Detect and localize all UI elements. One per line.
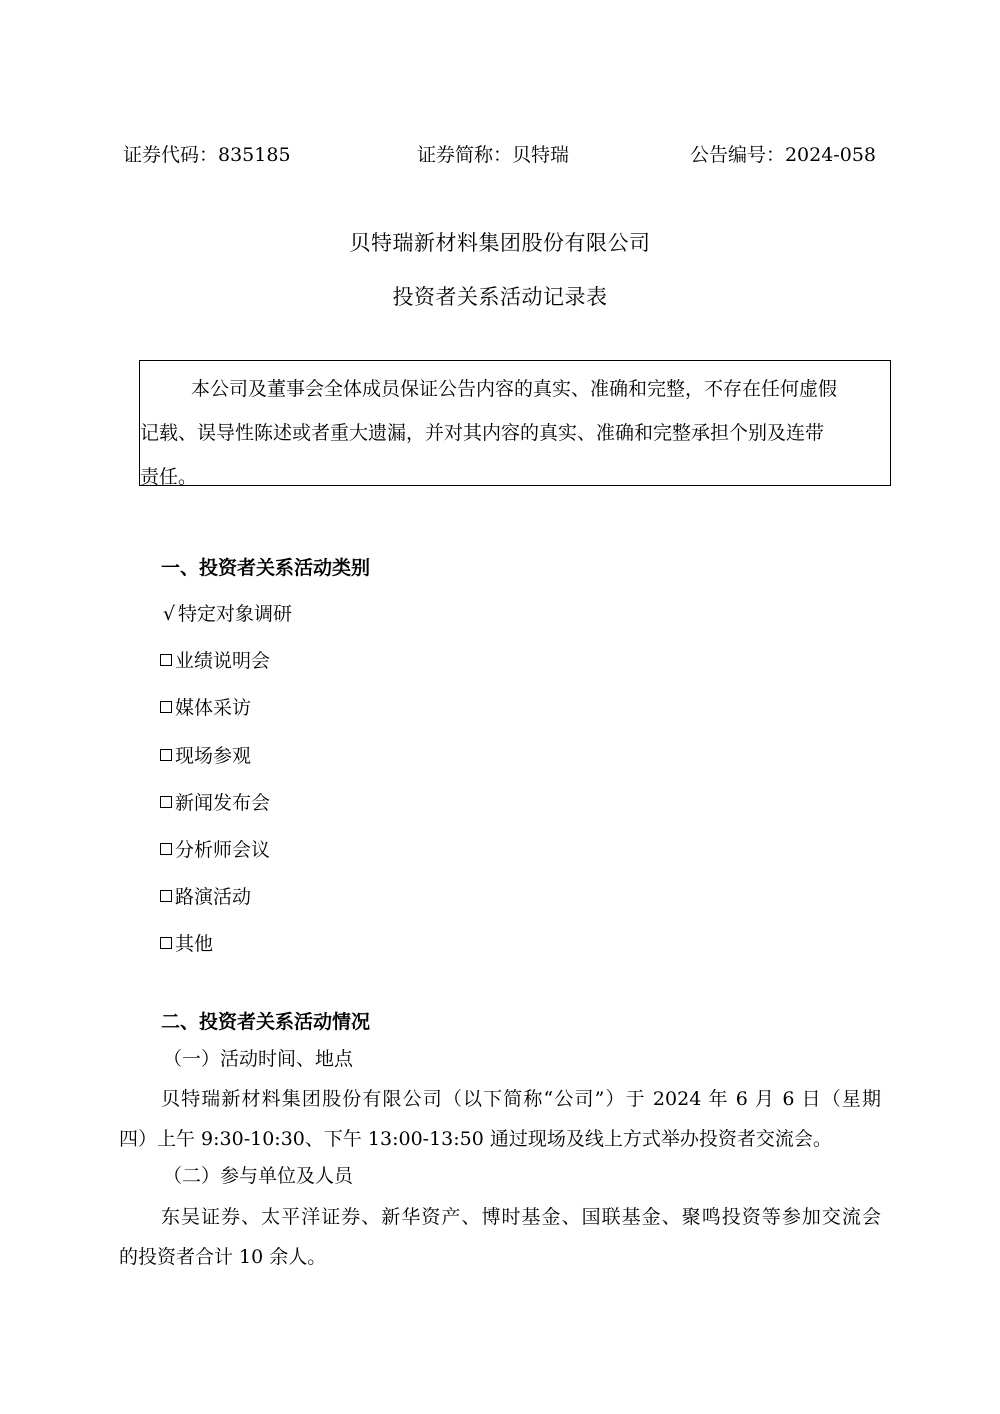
- activity-option: [160, 741, 251, 768]
- activity-option-label: 新闻发布会: [175, 791, 271, 814]
- participants-line-2: 的投资者合计 10 余人。: [119, 1246, 327, 1268]
- security-code: 证券代码：835185: [123, 144, 291, 166]
- time-place-line-1: 贝特瑞新材料集团股份有限公司（以下简称“公司”）于 2024 年 6 月 6 日（星期: [161, 1088, 881, 1110]
- activity-option-label: 分析师会议: [175, 839, 271, 861]
- activity-option-label: 特定对象调研: [178, 603, 293, 625]
- checkbox-empty-icon: [160, 654, 172, 666]
- activity-option: [160, 599, 292, 626]
- subsection-participants: （二）参与单位及人员: [163, 1165, 354, 1187]
- security-short-name: 证券简称：贝特瑞: [417, 144, 570, 166]
- company-title: 贝特瑞新材料集团股份有限公司: [349, 231, 651, 255]
- disclaimer-line-3: 责任。: [140, 466, 198, 488]
- activity-option-label: 路演活动: [175, 886, 252, 909]
- section-2-heading: 二、投资者关系活动情况: [161, 1011, 371, 1033]
- activity-option-label: 业绩说明会: [175, 650, 271, 673]
- section-1-heading: 一、投资者关系活动类别: [161, 557, 371, 579]
- checkbox-empty-icon: [160, 937, 172, 949]
- announcement-number: 公告编号：2024-058: [689, 144, 876, 166]
- activity-option-label: 其他: [175, 933, 214, 956]
- activity-option: [160, 835, 270, 862]
- activity-option-label: 现场参观: [175, 744, 252, 767]
- checkbox-empty-icon: [160, 890, 172, 902]
- time-place-line-2: 四）上午 9:30-10:30、下午 13:00-13:50 通过现场及线上方式举办投资者交流会。: [119, 1128, 832, 1150]
- activity-option: [160, 646, 270, 673]
- disclaimer-line-1: 本公司及董事会全体成员保证公告内容的真实、准确和完整，不存在任何虚假: [191, 378, 838, 400]
- participants-line-1: 东吴证券、太平洋证券、新华资产、博时基金、国联基金、聚鸣投资等参加交流会: [161, 1206, 881, 1228]
- disclaimer-line-2: 记载、误导性陈述或者重大遗漏，并对其内容的真实、准确和完整承担个别及连带: [140, 422, 825, 444]
- document-title: 投资者关系活动记录表: [392, 285, 608, 309]
- checkbox-empty-icon: [160, 749, 172, 761]
- checkbox-empty-icon: [160, 843, 172, 855]
- checkbox-empty-icon: [160, 796, 172, 808]
- activity-option-label: 媒体采访: [175, 697, 252, 720]
- subsection-time-place: （一）活动时间、地点: [163, 1048, 354, 1070]
- activity-option: [160, 929, 213, 956]
- activity-option: [160, 788, 270, 815]
- activity-option: [160, 693, 251, 720]
- checkbox-empty-icon: [160, 701, 172, 713]
- disclaimer-box: [139, 360, 891, 486]
- activity-option: [160, 882, 251, 909]
- checkmark-icon: √: [162, 603, 176, 625]
